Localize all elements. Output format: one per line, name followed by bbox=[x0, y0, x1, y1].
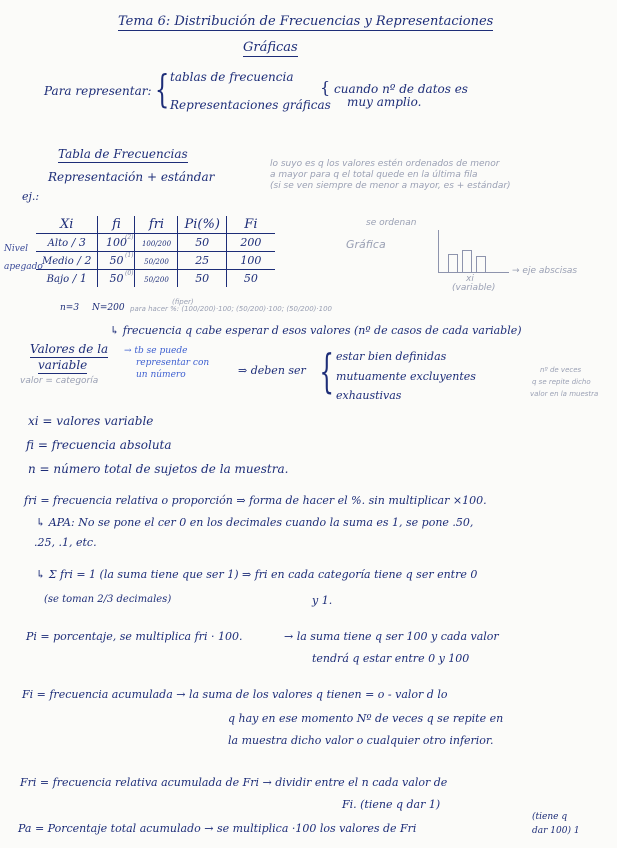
freq-note: ↳ frecuencia q cabe esperar d esos valores (nº de casos de cada variable) bbox=[110, 324, 522, 337]
graph-bar bbox=[476, 256, 486, 273]
header-fri: fri bbox=[135, 216, 178, 234]
graph-var-label: (variable) bbox=[452, 283, 496, 293]
values-arrow-3: un número bbox=[136, 370, 186, 380]
values-arrow-1: → tb se puede bbox=[124, 346, 188, 356]
header-Fi: Fi bbox=[226, 216, 275, 234]
N-label: N=200 bbox=[92, 303, 125, 313]
def-sum-1: ↳ Σ fri = 1 (la suma tiene que ser 1) ⇒ fri en cada categoría tiene q ser entre 0 bbox=[36, 568, 478, 581]
def-Pa-2: (tiene q bbox=[532, 812, 568, 822]
values-bullet-3: exhaustivas bbox=[336, 389, 402, 402]
header-pi: Pi(%) bbox=[178, 216, 226, 234]
values-label-1: Valores de la bbox=[30, 342, 109, 356]
table-cell-fi: 100 (2) bbox=[98, 234, 135, 252]
def-pi-1: Pi = porcentaje, se multiplica fri · 100. bbox=[26, 630, 243, 643]
def-fri: fri = frecuencia relativa o proporción ⇒ forma de hacer el %. sin multiplicar ×100. bbox=[24, 494, 487, 507]
values-label-2: variable bbox=[38, 358, 88, 372]
graph-label: Gráfica bbox=[346, 238, 386, 251]
def-Fi-3: la muestra dicho valor o cualquier otro inferior. bbox=[228, 734, 494, 747]
title-line-2: Gráficas bbox=[243, 40, 298, 55]
def-pi-3: tendrá q estar entre 0 y 100 bbox=[312, 652, 470, 665]
graph-bar bbox=[448, 254, 458, 273]
table-cell-fri: 50/200 bbox=[135, 252, 178, 270]
brace-icon: { bbox=[154, 67, 170, 111]
faint-note-1: lo suyo es q los valores estén ordenados de menor bbox=[270, 159, 500, 169]
faint-pct: (fiper) bbox=[172, 298, 194, 306]
table-cell-fi: 50 (1) bbox=[98, 252, 135, 270]
brace-icon: { bbox=[319, 344, 334, 398]
table-cell-fri: 100/200 bbox=[135, 234, 178, 252]
def-Fri-2: Fi. (tiene q dar 1) bbox=[342, 798, 441, 811]
values-arrow-2: representar con bbox=[136, 358, 210, 368]
section-heading: Tabla de Frecuencias bbox=[58, 147, 188, 161]
header-fi: fi bbox=[98, 216, 135, 234]
graph-xi-label: xi bbox=[466, 274, 474, 284]
header-xi: Xi bbox=[36, 216, 98, 234]
frequency-table bbox=[36, 216, 275, 287]
table-cell-fri: 50/200 bbox=[135, 270, 178, 288]
intro-label: Para representar: bbox=[44, 84, 152, 98]
intro-option-1: tablas de frecuencia bbox=[170, 70, 294, 84]
def-sum-3: y 1. bbox=[312, 594, 333, 607]
intro-option-2: Representaciones gráficas bbox=[170, 98, 331, 112]
n-label: n=3 bbox=[60, 303, 80, 313]
table-cell-cat: Alto / 3 bbox=[36, 234, 98, 252]
table-cell-pi: 50 bbox=[178, 234, 226, 252]
def-Fi-2: q hay en ese momento Nº de veces q se repite en bbox=[228, 712, 504, 725]
faint-calc: para hacer %: (100/200)·100; (50/200)·100; (50/200)·100 bbox=[130, 305, 332, 313]
def-Pa-1: Pa = Porcentaje total acumulado → se multiplica ·100 los valores de Fri bbox=[18, 822, 417, 835]
values-bullet-1: estar bien definidas bbox=[336, 350, 447, 363]
def-n: n = número total de sujetos de la muestra. bbox=[28, 462, 289, 476]
faint-note-4: se ordenan bbox=[366, 218, 417, 228]
faint-r3: valor en la muestra bbox=[530, 390, 599, 398]
section-subheading: Representación + estándar bbox=[48, 170, 215, 184]
def-Fri-1: Fri = frecuencia relativa acumulada de Fri → dividir entre el n cada valor de bbox=[20, 776, 448, 789]
faint-note-3: (si se ven siempre de menor a mayor, es + estándar) bbox=[270, 181, 511, 191]
graph-bar bbox=[462, 250, 472, 273]
def-sum-2: (se toman 2/3 decimales) bbox=[44, 594, 172, 605]
def-Fi-1: Fi = frecuencia acumulada → la suma de los valores q tienen = o - valor d lo bbox=[22, 688, 448, 701]
table-cell-fi: 50 (0) bbox=[98, 270, 135, 288]
def-fi: fi = frecuencia absoluta bbox=[26, 438, 172, 452]
faint-values-sub: valor = categoría bbox=[20, 376, 99, 386]
table-cell-pi: 25 bbox=[178, 252, 226, 270]
table-cell-cat: Medio / 2 bbox=[36, 252, 98, 270]
faint-r1: nº de veces bbox=[540, 366, 582, 374]
table-cell-cat: Bajo / 1 bbox=[36, 270, 98, 288]
graph-axis-note: → eje abscisas bbox=[512, 266, 578, 276]
table-cell-Fi: 50 bbox=[226, 270, 275, 288]
def-Pa-3: dar 100) 1 bbox=[532, 826, 580, 836]
table-cell-Fi: 200 bbox=[226, 234, 275, 252]
title-line-1: Tema 6: Distribución de Frecuencias y Representaciones bbox=[118, 14, 494, 29]
intro-note-1: { cuando nº de datos es bbox=[320, 78, 468, 97]
def-apa-2: .25, .1, etc. bbox=[34, 536, 97, 549]
def-apa-1: ↳ APA: No se pone el cer 0 en los decimales cuando la suma es 1, se pone .50, bbox=[36, 516, 474, 529]
example-label: ej.: bbox=[22, 190, 40, 203]
def-xi: xi = valores variable bbox=[28, 414, 154, 428]
faint-note-2: a mayor para q el total quede en la última fila bbox=[270, 170, 478, 180]
intro-note-2: muy amplio. bbox=[347, 95, 422, 109]
table-cell-pi: 50 bbox=[178, 270, 226, 288]
values-bullet-2: mutuamente excluyentes bbox=[336, 370, 476, 383]
table-cell-Fi: 100 bbox=[226, 252, 275, 270]
faint-r2: q se repite dicho bbox=[532, 378, 591, 386]
row-label-apegado: apegado bbox=[4, 262, 43, 272]
def-pi-2: → la suma tiene q ser 100 y cada valor bbox=[284, 630, 499, 643]
values-must: ⇒ deben ser bbox=[238, 364, 306, 377]
row-label-nivel: Nivel bbox=[4, 244, 29, 254]
